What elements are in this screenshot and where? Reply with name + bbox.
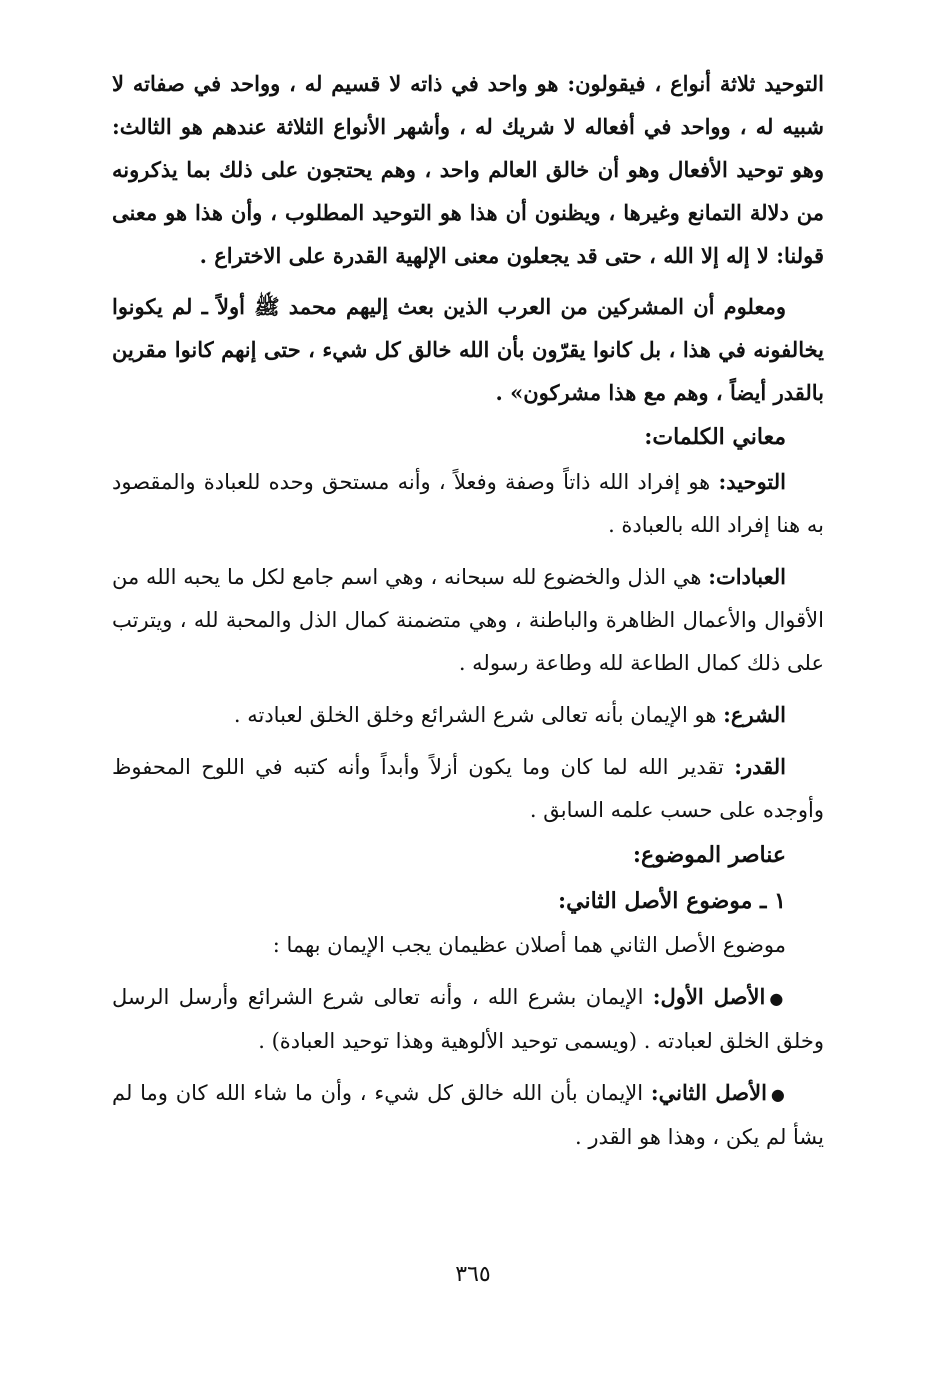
- bullet-second-principle: [112, 1071, 824, 1159]
- page-number: ٣٦٥: [455, 1262, 491, 1287]
- bullet-first-principle: [112, 975, 824, 1063]
- definition-text: هي الذل والخضوع لله سبحانه ، وهي اسم جامع لكل ما يحبه الله من الأقوال والأعمال الظاهرة والباطنة ، وهي متضمنة كمال الذل والمحبة لله ، ويترتب على ذلك كمال الطاعة لله وطاعة رسوله .: [112, 565, 824, 675]
- definition-shar: [112, 693, 824, 737]
- bullet-dot-icon: ●: [770, 1085, 786, 1104]
- definition-tawhid: [112, 460, 824, 547]
- bullet-term: الأصل الأول:: [652, 984, 766, 1009]
- bullet-text: الإيمان بشرع الله ، وأنه تعالى شرع الشرائع وأرسل الرسل وخلق الخلق لعبادته . (ويسمى توحيد الألوهية وهذا توحيد العبادة) .: [112, 985, 824, 1053]
- definition-term: العبادات:: [708, 564, 786, 589]
- topic-elements-heading: عناصر الموضوع:: [632, 842, 786, 868]
- bullet-text: الإيمان بأن الله خالق كل شيء ، وأن ما شاء الله كان وما لم يشأ لم يكن ، وهذا هو القدر .: [112, 1081, 824, 1149]
- definition-ibadat: [112, 555, 824, 685]
- bullet-term: الأصل الثاني:: [650, 1080, 767, 1105]
- word-meanings-heading: معاني الكلمات:: [644, 424, 786, 450]
- intro-paragraph: التوحيد ثلاثة أنواع ، فيقولون: هو واحد في ذاته لا قسيم له ، وواحد في صفاته لا شبيه له ، وواحد في أفعاله لا شريك له ، وأشهر الأنواع الثلاثة عندهم هو الثالث: وهو توحيد الأفعال وهو أن خالق العالم واحد ، وهم يحتجون على ذلك بما يذكرونه من دلالة التمانع وغيرها ، ويظنون أن هذا هو التوحيد المطلوب ، وأن هذا هو معنى قولنا: لا إله إلا الله ، حتى قد يجعلون معنى الإلهية القدرة على الاختراع .: [112, 71, 824, 268]
- definition-text: هو الإيمان بأنه تعالى شرع الشرائع وخلق الخلق لعبادته .: [233, 703, 724, 727]
- bullet-dot-icon: ●: [769, 989, 786, 1008]
- definition-term: الشرع:: [723, 702, 786, 727]
- definition-qadar: [112, 745, 824, 832]
- quote-continuation-paragraph: ومعلوم أن المشركين من العرب الذين بعث إليهم محمد ﷺ أولاً ـ لم يكونوا يخالفونه في هذا ، بل كانوا يقرّون بأن الله خالق كل شيء ، حتى إنهم كانوا مقرين بالقدر أيضاً ، وهم مع هذا مشركون» .: [112, 294, 824, 405]
- definition-text: تقدير الله لما كان وما يكون أزلاً وأبداً وأنه كتبه في اللوح المحفوظ وأوجده على حسب علمه السابق .: [112, 755, 824, 822]
- page-body: [112, 62, 824, 1159]
- definition-term: التوحيد:: [718, 469, 786, 494]
- topic-intro: موضوع الأصل الثاني هما أصلان عظيمان يجب الإيمان بهما :: [272, 933, 786, 957]
- definition-term: القدر:: [734, 754, 786, 779]
- topic-subheading: ١ ـ موضوع الأصل الثاني:: [558, 888, 786, 914]
- definition-text: هو إفراد الله ذاتاً وصفة وفعلاً ، وأنه مستحق وحده للعبادة والمقصود به هنا إفراد الله بالعبادة .: [112, 470, 824, 537]
